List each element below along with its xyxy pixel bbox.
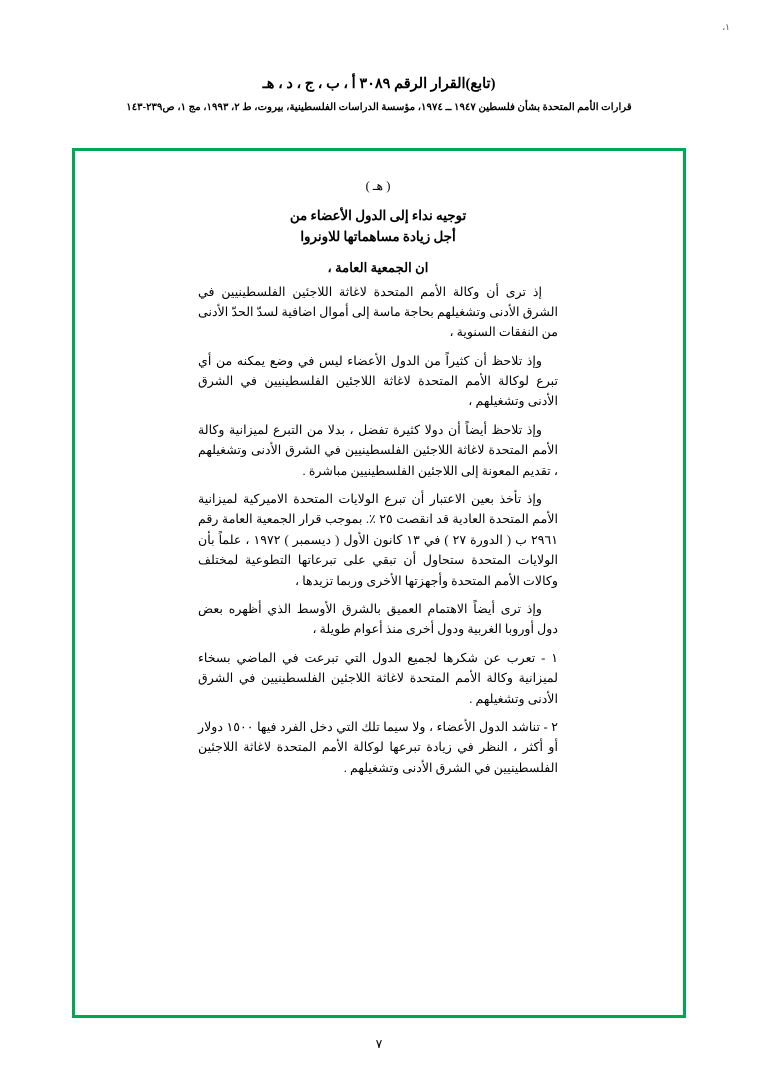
paragraph: إذ ترى أن وكالة الأمم المتحدة لاغاثة اللاجئين الفلسطينيين في الشرق الأدنى وتشغيلهم بحاجة ماسة إلى أموال اضافية لسدّ الحدّ الأدنى من النفقات السنوية ، bbox=[198, 284, 558, 340]
resolution-heading-line-1: توجيه نداء إلى الدول الأعضاء من bbox=[289, 208, 467, 223]
paragraph: وإذ تلاحظ أن كثيراً من الدول الأعضاء ليس في وضع يمكنه من أي تبرع لوكالة الأمم المتحدة لاغاثة اللاجئين الفلسطينيين في الشرق الأدنى وتشغيلهم ، bbox=[198, 353, 558, 409]
numbered-paragraph: ١ - تعرب عن شكرها لجميع الدول التي تبرعت في الماضي بسخاء لميزانية وكالة الأمم المتحدة لاغاثة اللاجئين الفلسطينيين في الشرق الأدنى وتشغيلهم . bbox=[198, 650, 558, 706]
paragraph: وإذ ترى أيضاً الاهتمام العميق بالشرق الأوسط الذي أظهره بعض دول أوروبا الغربية ودول أخرى منذ أعوام طويلة ، bbox=[198, 602, 558, 637]
document-header bbox=[0, 76, 758, 113]
corner-mark: ١، bbox=[722, 22, 730, 32]
paragraph: وإذ تلاحظ أيضاً أن دولا كثيرة تفضل ، بدلا من التبرع لميزانية وكالة الأمم المتحدة لاغاثة اللاجئين الفلسطينيين في الشرق الأدنى وتشغيلهم ، تقديم المعونة إلى اللاجئين الفلسطينيين مباشرة . bbox=[198, 422, 558, 478]
document-body bbox=[198, 178, 558, 786]
resolution-heading-line-2: أجل زيادة مساهماتها للاونروا bbox=[300, 228, 456, 244]
assembly-preamble: ان الجمعية العامة ، bbox=[327, 259, 429, 275]
section-marker: ( هـ ) bbox=[365, 179, 391, 193]
paragraph: وإذ تأخذ بعين الاعتبار أن تبرع الولايات المتحدة الاميركية لميزانية الأمم المتحدة العادية قد انقصت ٢٥ ٪. بموجب قرار الجمعية العامة رقم ٢٩٦١ ب ( الدورة ٢٧ ) في ١٣ كانون الأول ( ديسمبر ) ١٩٧٢ ، علماً بأن الولايات المتحدة ستحاول أن تبقي على تبرعاتها التطوعية لمختلف وكالات الأمم المتحدة وأجهزتها الأخرى وربما تزيدها ، bbox=[198, 492, 558, 588]
numbered-paragraph: ٢ - تناشد الدول الأعضاء ، ولا سيما تلك التي دخل الفرد فيها ١٥٠٠ دولار أو أكثر ، النظر في زيادة تبرعها لوكالة الأمم المتحدة لاغاثة اللاجئين الفلسطينيين في الشرق الأدنى وتشغيلهم . bbox=[198, 719, 558, 775]
page-title: (تابع)القرار الرقم ٣٠٨٩ أ ، ب ، ج ، د ، هـ bbox=[262, 76, 496, 92]
source-citation: قرارات الأمم المتحدة بشأن فلسطين ١٩٤٧ ــ ١٩٧٤، مؤسسة الدراسات الفلسطينية، بيروت، ط ٢، ١٩٩٣، مج ١، ص٢٣٩-١٤٣ bbox=[126, 102, 632, 113]
page-number: ٧ bbox=[375, 1037, 383, 1051]
